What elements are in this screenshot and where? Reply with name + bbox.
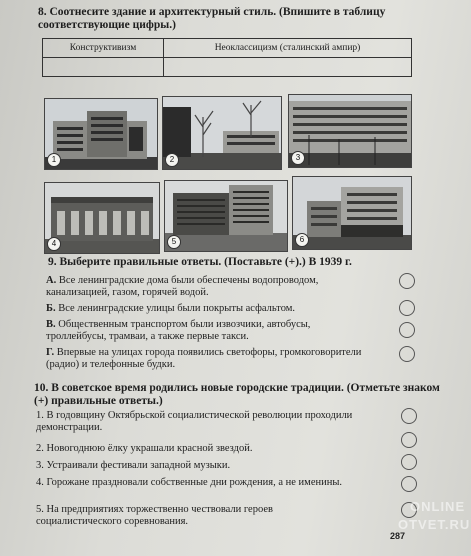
- table-header-constructivism: Конструктивизм: [43, 39, 164, 58]
- task-10-option-4: 4. Горожане праздновали собственные дни рождения, а не именины.: [36, 477, 343, 488]
- building-photo-3: [288, 94, 412, 168]
- table-header-neoclassicism: Неоклассицизм (сталинский ампир): [164, 39, 412, 58]
- answer-cell-neoclassicism[interactable]: [164, 58, 412, 77]
- task-8-title: 8. Соотнесите здание и архитектурный стиль. (Впишите в таблицу соответствующие цифры.): [38, 6, 386, 31]
- answer-circle-1[interactable]: [401, 408, 417, 424]
- photo-number-6: 6: [295, 233, 309, 247]
- building-photo-5: [164, 180, 288, 252]
- answer-circle-a[interactable]: [399, 273, 415, 289]
- page-number: 287: [390, 531, 406, 541]
- photo-number-4: 4: [47, 237, 61, 251]
- task-9-title: 9. Выберите правильные ответы. (Поставьте (+).) В 1939 г.: [48, 256, 352, 268]
- watermark-line-2: OTVET.RU: [398, 517, 471, 532]
- answer-circle-v[interactable]: [399, 322, 415, 338]
- watermark: [370, 497, 470, 537]
- task-9-option-a: А. Все ленинградские дома были обеспечены водопроводом, канализацией, газом, горячей водой.: [46, 275, 319, 298]
- answer-circle-4[interactable]: [401, 476, 417, 492]
- task-10-option-3: 3. Устраивали фестивали западной музыки.: [36, 460, 231, 471]
- building-photo-6: [292, 176, 412, 250]
- task-10-option-1: 1. В годовщину Октябрьской социалистической революции проходили демонстрации.: [36, 410, 353, 433]
- answer-table: [42, 38, 412, 77]
- answer-circle-2[interactable]: [401, 432, 417, 448]
- task-9-option-b: Б. Все ленинградские улицы были покрыты асфальтом.: [46, 303, 296, 314]
- answer-circle-g[interactable]: [399, 346, 415, 362]
- photo-number-5: 5: [167, 235, 181, 249]
- answer-circle-b[interactable]: [399, 300, 415, 316]
- building-photo-1: [44, 98, 158, 170]
- task-9-option-g: Г. Впервые на улицах города появились светофоры, громкоговорители (радио) и телефонные будки.: [46, 347, 362, 370]
- task-9-option-v: В. Общественным транспортом были извозчики, автобусы, троллейбусы, трамваи, а также первые такси.: [46, 319, 311, 342]
- task-10-option-2: 2. Новогоднюю ёлку украшали красной звездой.: [36, 443, 253, 454]
- building-photo-2: [162, 96, 282, 170]
- watermark-line-1: ONLINE: [410, 499, 466, 514]
- task-10-title: 10. В советское время родились новые городские традиции. (Отметьте знаком (+) правильные ответы.): [34, 382, 440, 407]
- answer-cell-constructivism[interactable]: [43, 58, 164, 77]
- photo-number-2: 2: [165, 153, 179, 167]
- building-photo-4: [44, 182, 160, 254]
- photo-number-3: 3: [291, 151, 305, 165]
- answer-circle-3[interactable]: [401, 454, 417, 470]
- photo-number-1: 1: [47, 153, 61, 167]
- task-10-option-5: 5. На предприятиях торжественно чествовали героев социалистического соревнования.: [36, 504, 273, 527]
